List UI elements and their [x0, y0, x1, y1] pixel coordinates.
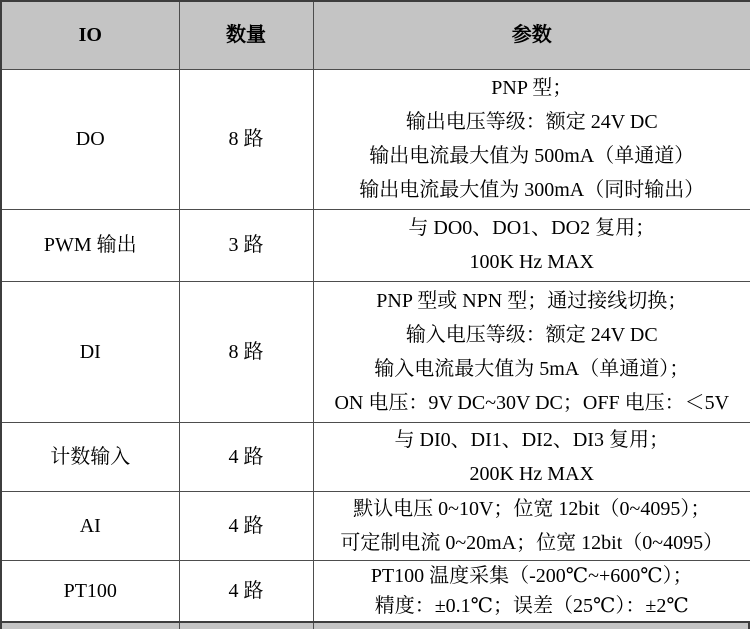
param-line: PT100 温度采集（-200℃~+600℃）； — [370, 564, 693, 587]
header-qty: 数量 — [179, 1, 313, 69]
params-cell — [313, 422, 750, 491]
header-row — [1, 1, 750, 69]
params-cell — [313, 209, 750, 281]
qty-cell: 4 路 — [179, 422, 313, 491]
param-line: 默认电压 0~10V；位宽 12bit（0~4095）； — [353, 497, 711, 520]
table-row — [1, 491, 750, 560]
params-cell — [313, 491, 750, 560]
param-line: 输出电流最大值为 500mA（单通道） — [369, 145, 695, 167]
table-row — [1, 69, 750, 209]
table-header — [1, 1, 750, 69]
table-row — [1, 209, 750, 281]
param-line: 输入电压等级：额定 24V DC — [405, 323, 658, 346]
param-line: 精度：±0.1℃；误差（25℃）：±2℃ — [374, 594, 689, 617]
io-cell: AI — [1, 491, 179, 560]
param-line: ON 电压：9V DC~30V DC；OFF 电压：＜5V — [334, 391, 730, 414]
param-line: PNP 型； — [491, 77, 573, 99]
params-cell — [313, 560, 750, 622]
column-divider — [179, 623, 180, 629]
param-line: PNP 型或 NPN 型；通过接线切换； — [376, 289, 688, 312]
param-line: 可定制电流 0~20mA；位宽 12bit（0~4095） — [340, 531, 724, 554]
qty-cell: 8 路 — [179, 69, 313, 209]
qty-cell: 4 路 — [179, 560, 313, 622]
header-params: 参数 — [313, 1, 750, 69]
param-line: 200K Hz MAX — [469, 462, 594, 485]
param-line: 100K Hz MAX — [469, 251, 594, 273]
param-line: 输入电流最大值为 5mA（单通道）； — [374, 357, 690, 380]
params-cell — [313, 281, 750, 422]
qty-cell: 4 路 — [179, 491, 313, 560]
params-cell — [313, 69, 750, 209]
param-line: 与 DI0、DI1、DI2、DI3 复用； — [394, 428, 669, 451]
param-line: 输出电流最大值为 300mA（同时输出） — [359, 179, 705, 201]
io-cell: 计数输入 — [1, 422, 179, 491]
io-cell: PT100 — [1, 560, 179, 622]
io-cell: DO — [1, 69, 179, 209]
column-divider — [313, 623, 314, 629]
next-row-cutoff — [0, 623, 750, 629]
io-cell: PWM 输出 — [1, 209, 179, 281]
param-line: 输出电压等级：额定 24V DC — [405, 111, 658, 133]
qty-cell: 8 路 — [179, 281, 313, 422]
param-line: 与 DO0、DO1、DO2 复用； — [408, 217, 656, 239]
qty-cell: 3 路 — [179, 209, 313, 281]
table-row — [1, 560, 750, 622]
header-io: IO — [1, 1, 179, 69]
io-cell: DI — [1, 281, 179, 422]
spec-table-body — [1, 69, 750, 622]
table-row — [1, 422, 750, 491]
table-row — [1, 281, 750, 422]
